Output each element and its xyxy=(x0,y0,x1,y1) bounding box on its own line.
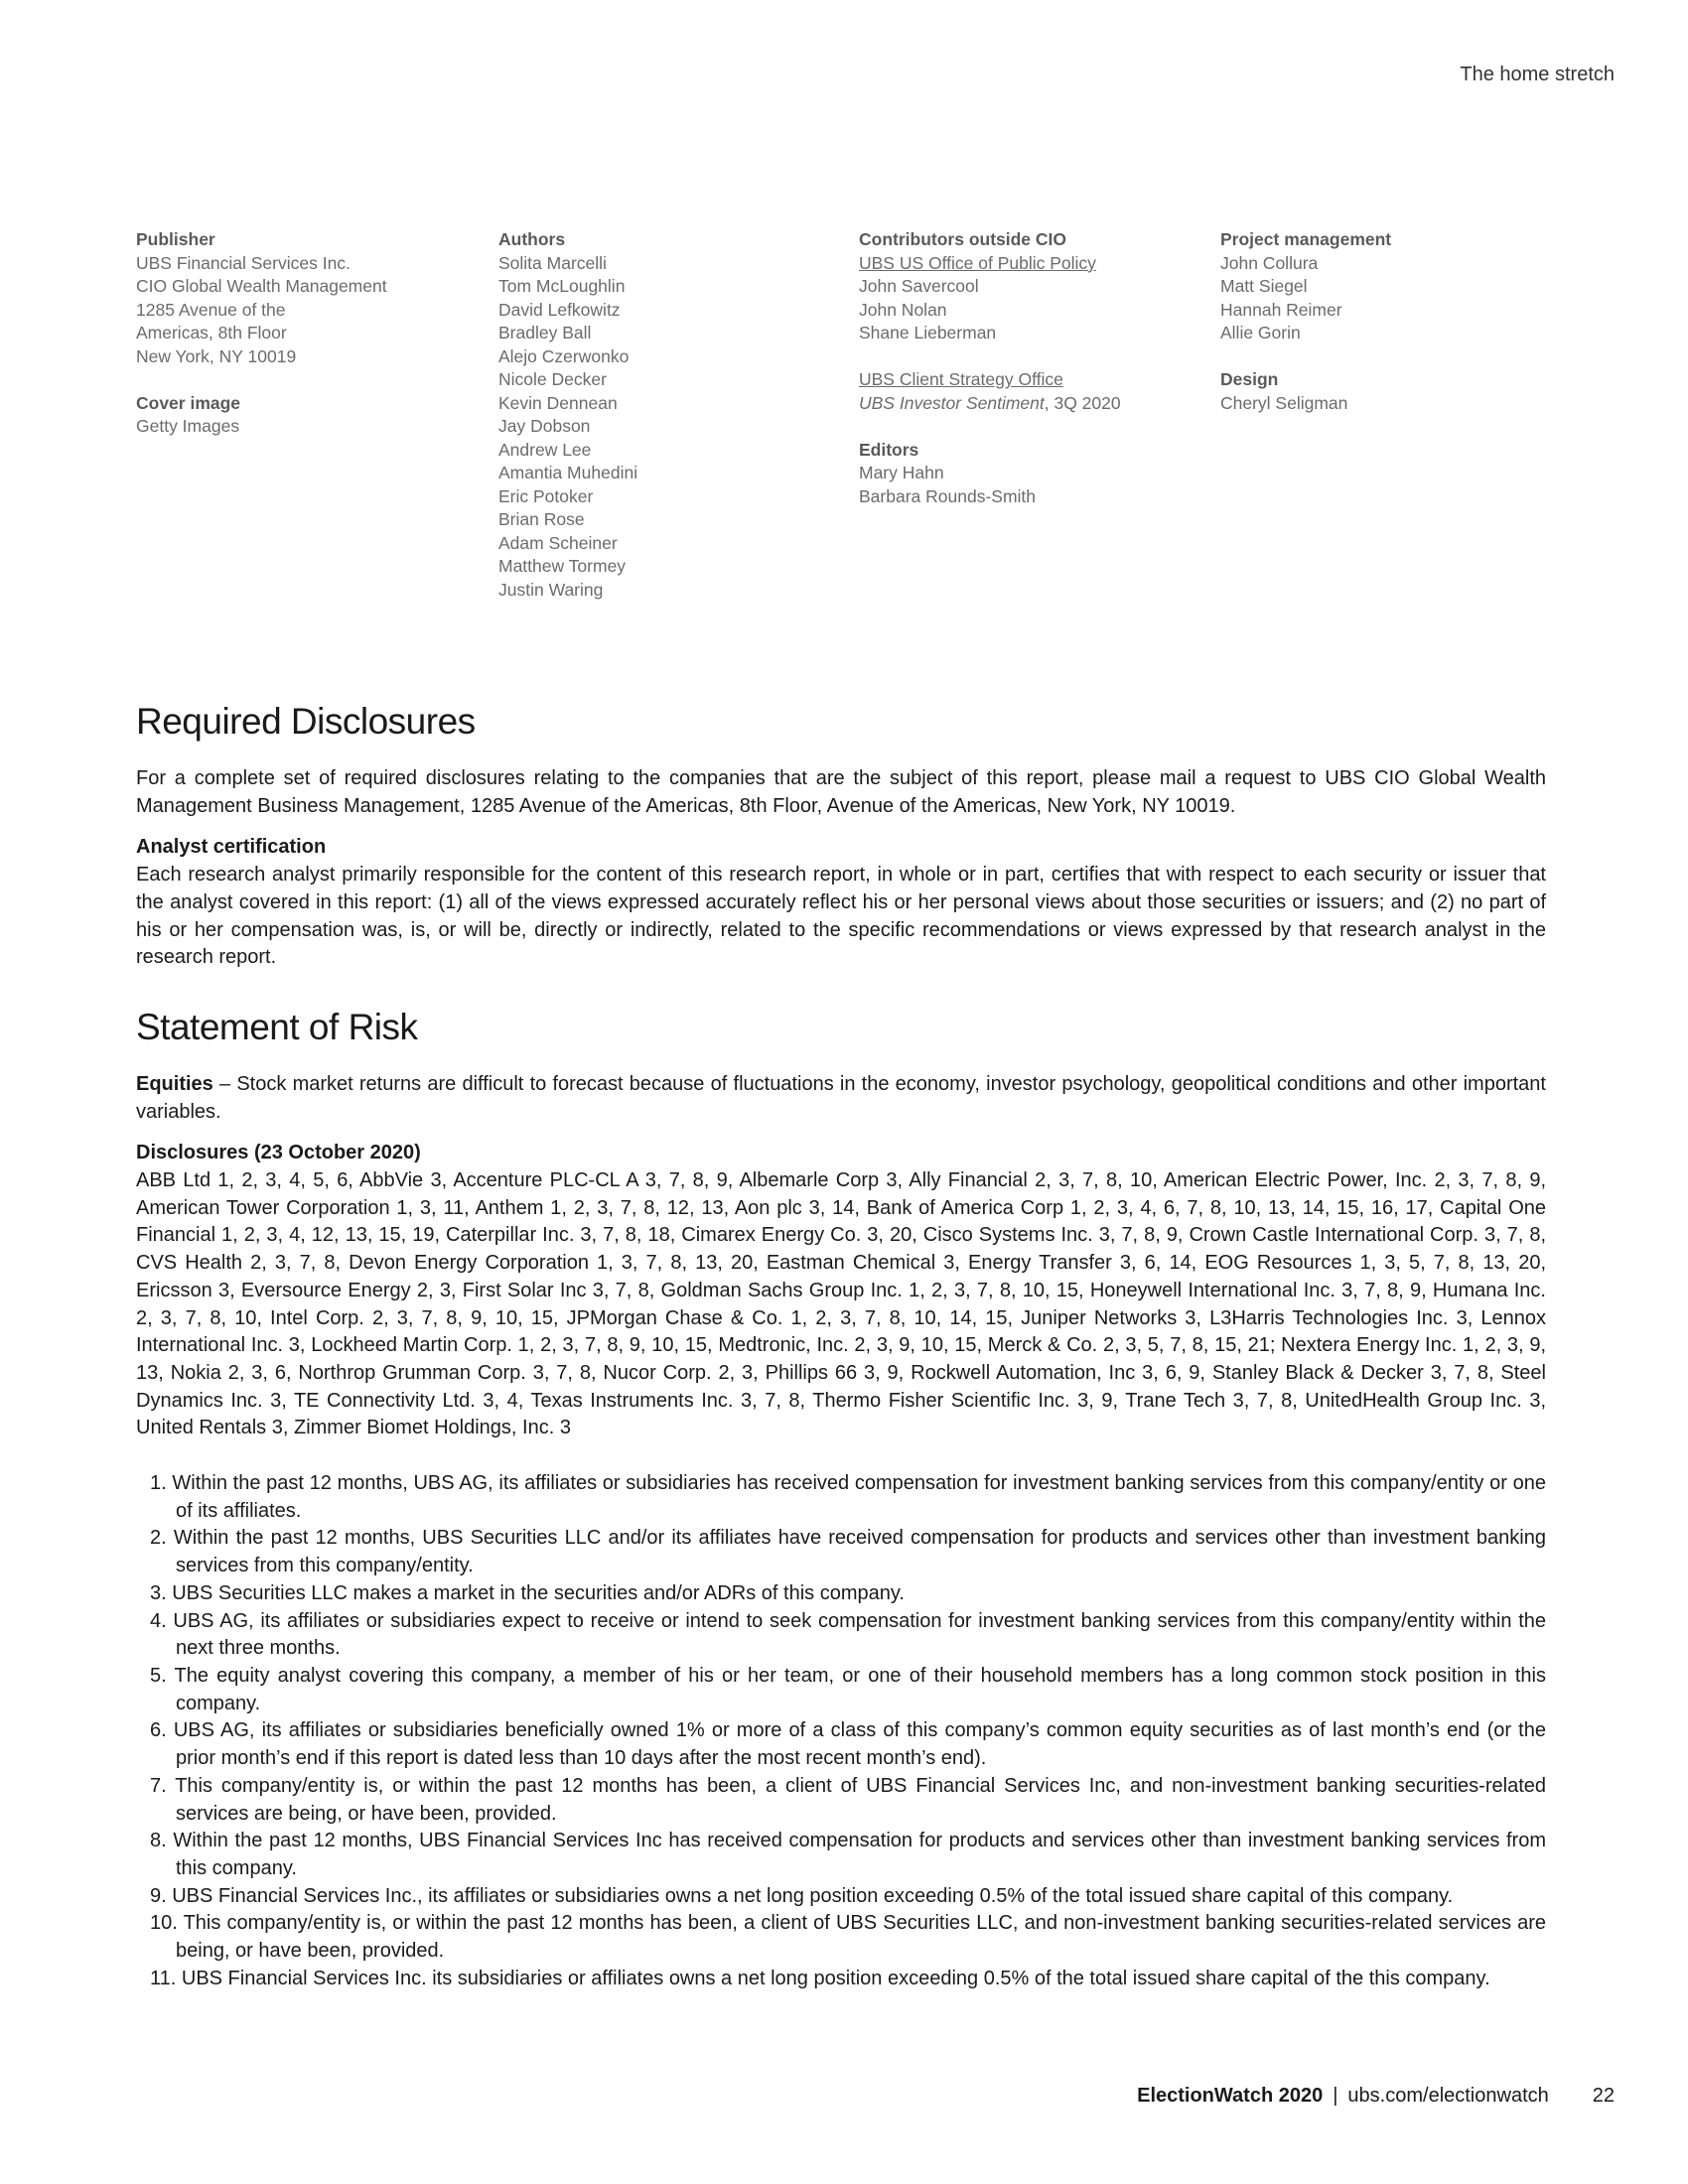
publisher-line: New York, NY 10019 xyxy=(136,345,297,366)
project-manager-name: Allie Gorin xyxy=(1220,323,1301,342)
author-name: Tom McLoughlin xyxy=(498,276,626,296)
editor-name: Mary Hahn xyxy=(859,463,944,482)
disclosure-item: 3. UBS Securities LLC makes a market in the securities and/or ADRs of this company. xyxy=(150,1581,905,1604)
contributor-name: John Savercool xyxy=(859,276,979,296)
page-number: 22 xyxy=(1592,2085,1615,2107)
author-name: Adam Scheiner xyxy=(498,532,618,553)
project-manager-name: Matt Siegel xyxy=(1220,276,1308,296)
required-disclosures-title: Required Disclosures xyxy=(136,701,476,742)
contributor-name: Shane Lieberman xyxy=(859,323,997,342)
credits-column-contributors xyxy=(859,228,1206,532)
editors-block xyxy=(859,439,1206,509)
disclosure-item: 1. Within the past 12 months, UBS AG, its affiliates or subsidiaries has received compensation for investment banking services from this company/entity or one of its affiliates. xyxy=(150,1472,1546,1522)
credits-section xyxy=(136,228,1576,606)
disclosures-heading: Disclosures (23 October 2020) xyxy=(136,1142,421,1164)
statement-of-risk-title: Statement of Risk xyxy=(136,1006,418,1047)
publisher-line: 1285 Avenue of the xyxy=(136,299,286,320)
disclosure-item: 11. UBS Financial Services Inc. its subsidiaries or affiliates owns a net long position exceeding 0.5% of the total issued share capital of the this company. xyxy=(150,1967,1490,1989)
footer-url-link[interactable]: ubs.com/electionwatch xyxy=(1347,2085,1549,2107)
publisher-heading: Publisher xyxy=(136,229,215,249)
project-manager-name: John Collura xyxy=(1220,252,1319,273)
designer-name: Cheryl Seligman xyxy=(1220,392,1348,413)
author-name: Solita Marcelli xyxy=(498,252,607,273)
publisher-line: CIO Global Wealth Management xyxy=(136,276,387,296)
disclosure-item: 10. This company/entity is, or within the past 12 months has been, a client of UBS Securities LLC, and non-investment banking securities-related services are being, or have been, provided. xyxy=(150,1912,1546,1963)
credits-column-project xyxy=(1220,228,1568,439)
cover-image-credit: Getty Images xyxy=(136,416,240,436)
disclosure-item: 9. UBS Financial Services Inc., its affiliates or subsidiaries owns a net long position exceeding 0.5% of the total issued share capital of this company. xyxy=(150,1884,1454,1907)
cover-image-block xyxy=(136,392,484,439)
author-name: Jay Dobson xyxy=(498,416,591,436)
equities-text: – Stock market returns are difficult to forecast because of fluctuations in the economy, investor psychology, geopolitical conditions and other important variables. xyxy=(136,1072,1546,1123)
publisher-line: Americas, 8th Floor xyxy=(136,323,287,342)
author-name: Amantia Muhedini xyxy=(498,463,638,482)
author-name: Brian Rose xyxy=(498,509,585,529)
project-manager-name: Hannah Reimer xyxy=(1220,299,1342,320)
client-strategy-block xyxy=(859,368,1206,415)
contributors-heading: Contributors outside CIO xyxy=(859,229,1067,249)
disclosures-company-list: ABB Ltd 1, 2, 3, 4, 5, 6, AbbVie 3, Accenture PLC-CL A 3, 7, 8, 9, Albemarle Corp 3, Ally Financial 2, 3, 7, 8, 10, American Electric Power, Inc. 2, 3, 7, 8, 9, American Tower Corporation 1, 3, 11, Anthem 1, 2, 3, 7, 8, 12, 13, Aon plc 3, 14, Bank of America Corp 1, 2, 3, 4, 6, 7, 8, 10, 13, 14, 15, 16, 17, Capital One Financial 1, 2, 3, 4, 12, 13, 15, 19, Caterpillar Inc. 3, 7, 8, 18, Cimarex Energy Co. 3, 20, Cisco Systems Inc. 3, 7, 8, 9, Crown Castle International Corp. 3, 7, 8, CVS Health 2, 3, 7, 8, Devon Energy Corporation 1, 3, 7, 8, 13, 20, Eastman Chemical 3, Energy Transfer 3, 6, 14, EOG Resources 1, 3, 5, 7, 8, 13, 20, Ericsson 3, Eversource Energy 2, 3, First Solar Inc 3, 7, 8, Goldman Sachs Group Inc. 1, 2, 3, 7, 8, 10, 15, Honeywell International Inc. 3, 7, 8, 9, Humana Inc. 2, 3, 7, 8, 10, Intel Corp. 2, 3, 7, 8, 9, 10, 15, JPMorgan Chase & Co. 1, 2, 3, 7, 8, 10, 14, 15, Juniper Networks 3, L3Harris Technologies Inc. 3, Lennox International Inc. 3, Lockheed Martin Corp. 1, 2, 3, 7, 8, 9, 10, 15, Medtronic, Inc. 2, 3, 9, 10, 15, Merck & Co. 2, 3, 5, 7, 8, 15, 21; Nextera Energy Inc. 1, 2, 3, 9, 13, Nokia 2, 3, 6, Northrop Grumman Corp. 3, 7, 8, Nucor Corp. 2, 3, Phillips 66 3, 9, Rockwell Automation, Inc 3, 6, 9, Stanley Black & Decker 3, 7, 8, Steel Dynamics Inc. 3, TE Connectivity Ltd. 3, 4, Texas Instruments Inc. 3, 7, 8, Thermo Fisher Scientific Inc. 3, 9, Trane Tech 3, 7, 8, UnitedHealth Group Inc. 3, United Rentals 3, Zimmer Biomet Holdings, Inc. 3 xyxy=(136,1169,1546,1439)
disclosure-item: 6. UBS AG, its affiliates or subsidiaries beneficially owned 1% or more of a class of this company’s common equity securities as of last month’s end (or the prior month’s end if this report is dated less than 10 days after the most recent month’s end). xyxy=(150,1719,1546,1770)
credits-column-publisher xyxy=(136,228,484,462)
authors-heading: Authors xyxy=(498,229,566,249)
footer-brand: ElectionWatch 2020 xyxy=(1137,2085,1324,2107)
analyst-certification-text: Each research analyst primarily responsible for the content of this research report, in whole or in part, certifies that with respect to each security or issuer that the analyst covered in this report: (1) all of the views expressed accurately reflect his or her personal views about those securities or issuers; and (2) no part of his or her compensation was, is, or will be, directly or indirectly, related to the specific recommendations or views expressed by that research analyst in the research report. xyxy=(136,864,1546,969)
author-name: Justin Waring xyxy=(498,579,604,600)
running-header: The home stretch xyxy=(1460,64,1615,85)
investor-sentiment-period: , 3Q 2020 xyxy=(1044,392,1121,413)
design-block xyxy=(1220,368,1568,415)
author-name: Andrew Lee xyxy=(498,439,592,460)
disclosure-item: 2. Within the past 12 months, UBS Securities LLC and/or its affiliates have received compensation for products and services other than investment banking services from this company/entity. xyxy=(150,1527,1546,1577)
editor-name: Barbara Rounds-Smith xyxy=(859,485,1036,506)
client-strategy-office-link[interactable]: UBS Client Strategy Office xyxy=(859,369,1063,389)
contributors-block xyxy=(859,228,1206,345)
public-policy-office-link[interactable]: UBS US Office of Public Policy xyxy=(859,252,1096,273)
main-content xyxy=(136,700,1546,1992)
publisher-line: UBS Financial Services Inc. xyxy=(136,252,351,273)
author-name: David Lefkowitz xyxy=(498,299,621,320)
author-name: Kevin Dennean xyxy=(498,392,618,413)
project-management-heading: Project management xyxy=(1220,229,1392,249)
publisher-block xyxy=(136,228,484,368)
equities-risk-paragraph xyxy=(136,1071,1546,1126)
author-name: Alejo Czerwonko xyxy=(498,345,630,366)
disclosure-item: 4. UBS AG, its affiliates or subsidiaries expect to receive or intend to seek compensation for investment banking services from this company/entity within the next three months. xyxy=(150,1609,1546,1660)
numbered-disclosures-list xyxy=(136,1470,1546,1992)
investor-sentiment-line xyxy=(859,392,1206,416)
project-management-block xyxy=(1220,228,1568,345)
required-disclosures-intro: For a complete set of required disclosures relating to the companies that are the subject of this report, please mail a request to UBS CIO Global Wealth Management Business Management, 1285 Avenue of the Americas, 8th Floor, Avenue of the Americas, New York, NY 10019. xyxy=(136,767,1546,817)
contributor-name: John Nolan xyxy=(859,299,947,320)
cover-image-heading: Cover image xyxy=(136,392,241,413)
investor-sentiment-title: UBS Investor Sentiment xyxy=(859,392,1045,413)
author-name: Matthew Tormey xyxy=(498,556,627,576)
author-name: Nicole Decker xyxy=(498,369,607,389)
disclosure-item: 5. The equity analyst covering this company, a member of his or her team, or one of their household members has a long common stock position in this company. xyxy=(150,1664,1546,1714)
credits-column-authors xyxy=(498,228,846,602)
analyst-certification-heading: Analyst certification xyxy=(136,836,327,859)
editors-heading: Editors xyxy=(859,439,919,460)
disclosure-item: 8. Within the past 12 months, UBS Financial Services Inc has received compensation for products and services other than investment banking services from this company. xyxy=(150,1830,1546,1879)
author-name: Bradley Ball xyxy=(498,323,592,342)
footer-separator: | xyxy=(1333,2085,1338,2107)
page-footer xyxy=(1137,2085,1615,2108)
author-name: Eric Potoker xyxy=(498,485,594,506)
disclosure-item: 7. This company/entity is, or within the past 12 months has been, a client of UBS Financial Services Inc, and non-investment banking securities-related services are being, or have been, provided. xyxy=(150,1774,1546,1825)
design-heading: Design xyxy=(1220,369,1279,389)
equities-label: Equities xyxy=(136,1072,213,1095)
